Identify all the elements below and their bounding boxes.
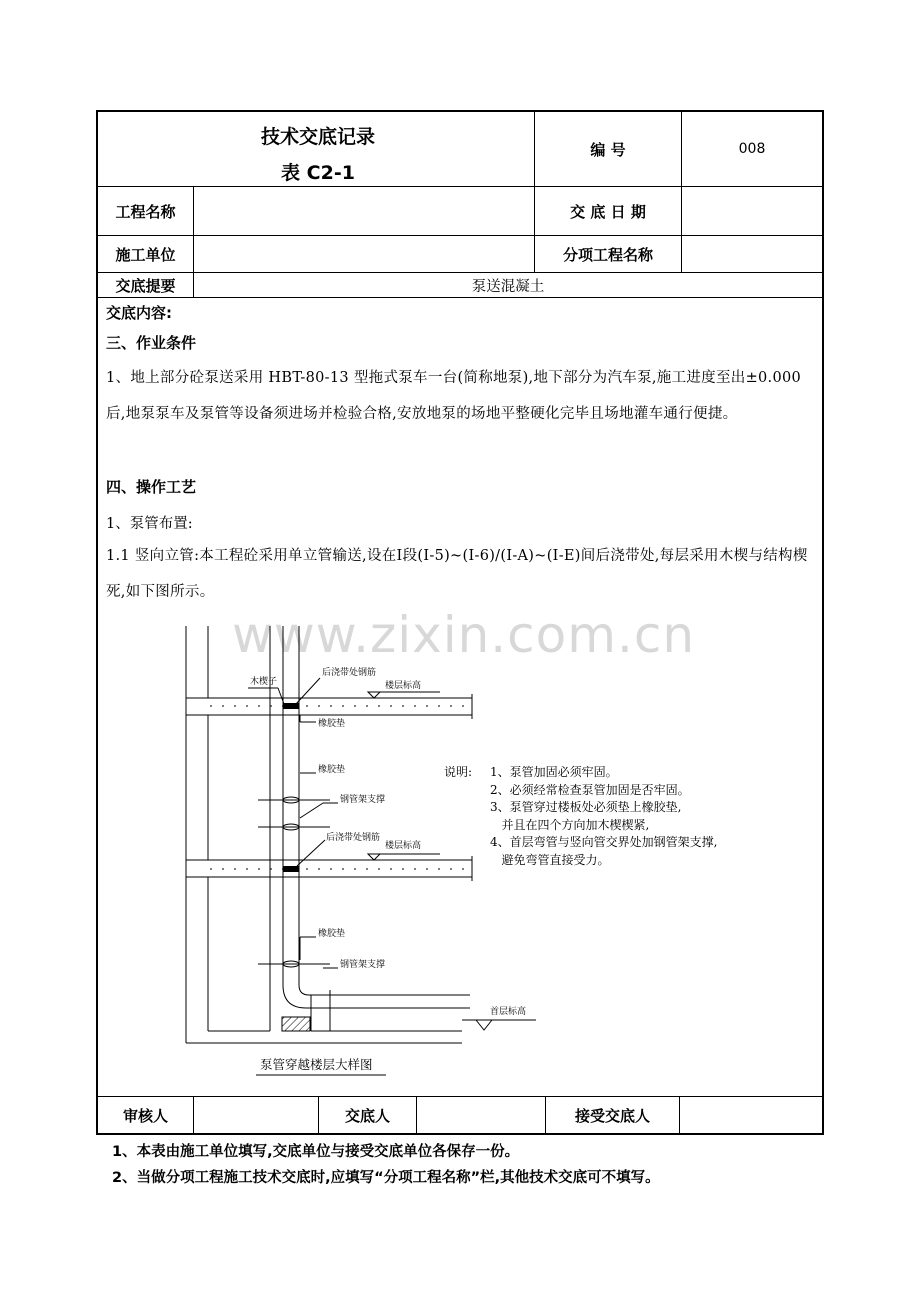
content-label: 交底内容: (106, 304, 172, 322)
notes-label: 说明: (444, 765, 473, 779)
footnote-1: 1、本表由施工单位填写,交底单位与接受交底单位各保存一份。 (112, 1144, 520, 1160)
note-1: 1、泵管加固必须牢固。 (490, 765, 618, 779)
post-pour-rebar-label-1: 后浇带处钢筋 (322, 668, 377, 678)
section3-title: 三、作业条件 (106, 334, 197, 352)
note-4-cont: 避免弯管直接受力。 (490, 853, 610, 867)
wood-wedge-label: 木楔子 (250, 677, 278, 687)
contractor-label: 施工单位 (115, 245, 176, 264)
footnote-2: 2、当做分项工程施工技术交底时,应填写“分项工程名称”栏,其他技术交底可不填写。 (112, 1170, 660, 1186)
form-title: 技术交底记录 (260, 126, 375, 148)
summary-value[interactable]: 泵送混凝土 (471, 278, 545, 295)
note-4: 4、首层弯管与竖向管交界处加钢管架支撑, (490, 835, 718, 849)
note-3-cont: 并且在四个方向加木楔楔紧, (490, 818, 650, 832)
rubber-pad-label-2: 橡胶垫 (318, 765, 346, 775)
discloser-label: 交底人 (344, 1106, 390, 1125)
number-label: 编 号 (590, 140, 626, 159)
project-name-label: 工程名称 (115, 202, 176, 221)
section4-item1: 1、泵管布置: (106, 516, 193, 532)
steel-support-label-1: 钢管架支撑 (340, 795, 386, 805)
subproject-label: 分项工程名称 (562, 245, 653, 264)
section3-paragraph: 1、地上部分砼泵送采用 HBT-80-13 型拖式泵车一台(简称地泵),地下部分为汽车泵,施工进度至出±0.000 后,地泵泵车及泵管等设备须进场并检验合格,安放地泵的场地平整硬化完毕且场地灌车通行便捷。 (106, 370, 802, 422)
post-pour-rebar-label-2: 后浇带处钢筋 (326, 833, 381, 843)
form-code: 表 C2-1 (281, 162, 355, 184)
steel-support-label-2: 钢管架支撑 (340, 960, 386, 970)
rubber-pad-label-3: 橡胶垫 (318, 929, 346, 939)
rubber-pad-label-1: 橡胶垫 (318, 719, 346, 729)
diagram-caption: 泵管穿越楼层大样图 (260, 1057, 373, 1072)
floor-elev-label-2: 楼层标高 (385, 841, 422, 851)
section4-title: 四、操作工艺 (106, 478, 197, 496)
note-3: 3、泵管穿过楼板处必须垫上橡胶垫, (490, 800, 682, 814)
note-2: 2、必须经常检查泵管加固是否牢固。 (490, 783, 690, 797)
summary-label: 交底提要 (115, 276, 176, 295)
section4-item11: 1.1 竖向立管:本工程砼采用单立管输送,设在Ⅰ段(Ⅰ-5)~(Ⅰ-6)/(Ⅰ-A)~(Ⅰ-E)间后浇带处,每层采用木楔与结构楔死,如下图所示。 (106, 548, 808, 600)
ground-floor-elev-label: 首层标高 (490, 1007, 527, 1017)
receiver-label: 接受交底人 (574, 1106, 650, 1125)
number-value[interactable]: 008 (738, 141, 766, 157)
date-label: 交 底 日 期 (570, 202, 646, 221)
reviewer-label: 审核人 (122, 1106, 168, 1125)
floor-elev-label-1: 楼层标高 (385, 681, 422, 691)
watermark: www.zixin.com.cn (232, 606, 696, 664)
